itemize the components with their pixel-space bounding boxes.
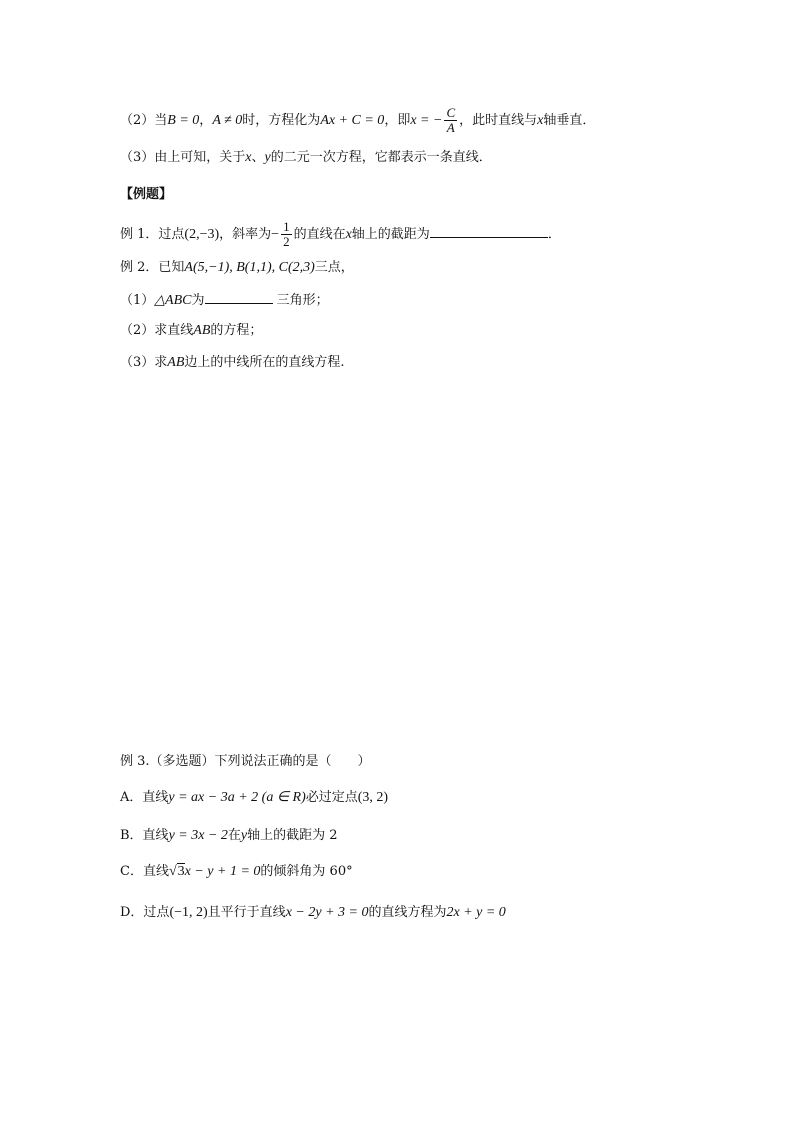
item-2-x-eq: x = − [410,113,443,128]
option-b[interactable] [120,826,338,846]
item-3-text-1: 由上可知，关于 [154,150,246,165]
item-2-text-3: ，即 [384,113,411,128]
option-d-text-1: 且平行于直线 [207,905,286,920]
example-1-frac-den: 2 [283,234,290,249]
option-d[interactable] [120,903,506,923]
item-2-comma: ， [199,113,213,128]
option-c-equation: x − y + 1 = 0 [184,864,261,879]
item-2-neq-a: A ≠ 0 [212,113,243,128]
example-2-q2-text-1: 求直线 [154,323,194,338]
example-2-q1-blank[interactable] [205,289,273,304]
item-3-text-2: 的二元一次方程，它都表示一条直线． [270,150,492,165]
example-2-q2-ab: AB [193,323,211,338]
option-c-text: 的倾斜角为 60° [260,864,353,879]
example-1-minus: − [271,227,280,242]
example-1-line [120,220,561,249]
option-a-text: 必过定点 [305,790,358,805]
item-2-text-5: 轴垂直． [543,113,596,128]
option-b-text-1: 在 [227,828,241,843]
option-b-text-2: 轴上的截距为 2 [247,828,338,843]
item-2-line [120,106,595,135]
example-2-q1-text-1: 为 [191,293,205,308]
item-2-text-2: 时，方程化为 [242,113,321,128]
option-b-equation: y = 3x − 2 [168,828,228,843]
option-d-text-2: 的直线方程为 [368,905,447,920]
example-2-q2-text-2: 的方程； [210,323,263,338]
option-d-label: D．过点 [120,905,170,920]
option-c-sqrt-sign: √ [168,864,177,879]
item-2-x-var: x [537,113,544,128]
item-2-fraction [444,106,457,135]
option-d-point: (−1, 2) [169,905,208,920]
example-2-q3-ab: AB [167,355,185,370]
example-2-label: 例 2．已知 [120,260,185,275]
example-1-point: (2,−3) [184,227,220,242]
example-1-text-3: 轴上的截距为 [351,227,430,242]
option-c-sqrt-value: 3 [177,864,185,879]
example-2-q1-number: （1） [120,293,155,308]
example-2-q3-text-1: 求 [154,355,168,370]
option-d-equation-2: 2x + y = 0 [446,905,506,920]
example-1-label: 例 1．过点 [120,227,185,242]
item-2-text-1: 当 [154,113,168,128]
example-2-text-1: 三点， [314,260,354,275]
option-d-equation-1: x − 2y + 3 = 0 [285,905,369,920]
example-2-line [120,258,354,278]
example-2-q3-line [120,353,345,373]
item-2-text-4: ，此时直线与 [459,113,538,128]
example-2-q1-triangle: △ABC [154,293,192,308]
option-b-y: y [240,828,248,843]
example-2-points: A(5,−1), B(1,1), C(2,3) [184,260,315,275]
option-a-label: A．直线 [120,790,169,805]
item-2-frac-num: C [446,105,456,120]
example-2-q1-text-2: 三角形； [272,293,329,308]
example-1-end: ． [547,227,561,242]
example-1-answer-blank[interactable] [430,223,548,238]
example-2-q3-text-2: 边上的中线所在的直线方程. [184,355,345,370]
item-3-y: y [264,150,271,165]
example-2-q2-number: （2） [120,323,155,338]
option-a[interactable] [120,788,388,808]
option-a-equation: y = ax − 3a + 2 (a ∈ R) [168,790,306,805]
item-3-x: x [245,150,252,165]
example-1-frac-num: 1 [283,219,290,234]
item-2-eq-1: Ax + C = 0 [320,113,385,128]
example-1-text-2: 的直线在 [293,227,346,242]
example-1-fraction [281,220,292,249]
item-2-number: （2） [120,113,155,128]
option-a-point: (3, 2) [357,790,389,805]
item-3-sep: 、 [251,150,265,165]
example-2-q3-number: （3） [120,355,155,370]
example-2-q1-line [120,289,329,311]
item-2-frac-den: A [446,120,455,135]
item-3-number: （3） [120,150,155,165]
option-c-label: C．直线 [120,864,169,879]
example-1-text-1: ，斜率为 [219,227,272,242]
option-b-label: B．直线 [120,828,169,843]
example-1-x: x [345,227,352,242]
option-c[interactable] [120,862,353,882]
section-title: 【例题】 [120,187,173,202]
example-2-q2-line [120,321,262,341]
item-3-line [120,148,492,168]
item-2-eq-b: B = 0 [167,113,200,128]
example-3-title: 例 3.（多选题）下列说法正确的是（ ） [120,754,371,769]
